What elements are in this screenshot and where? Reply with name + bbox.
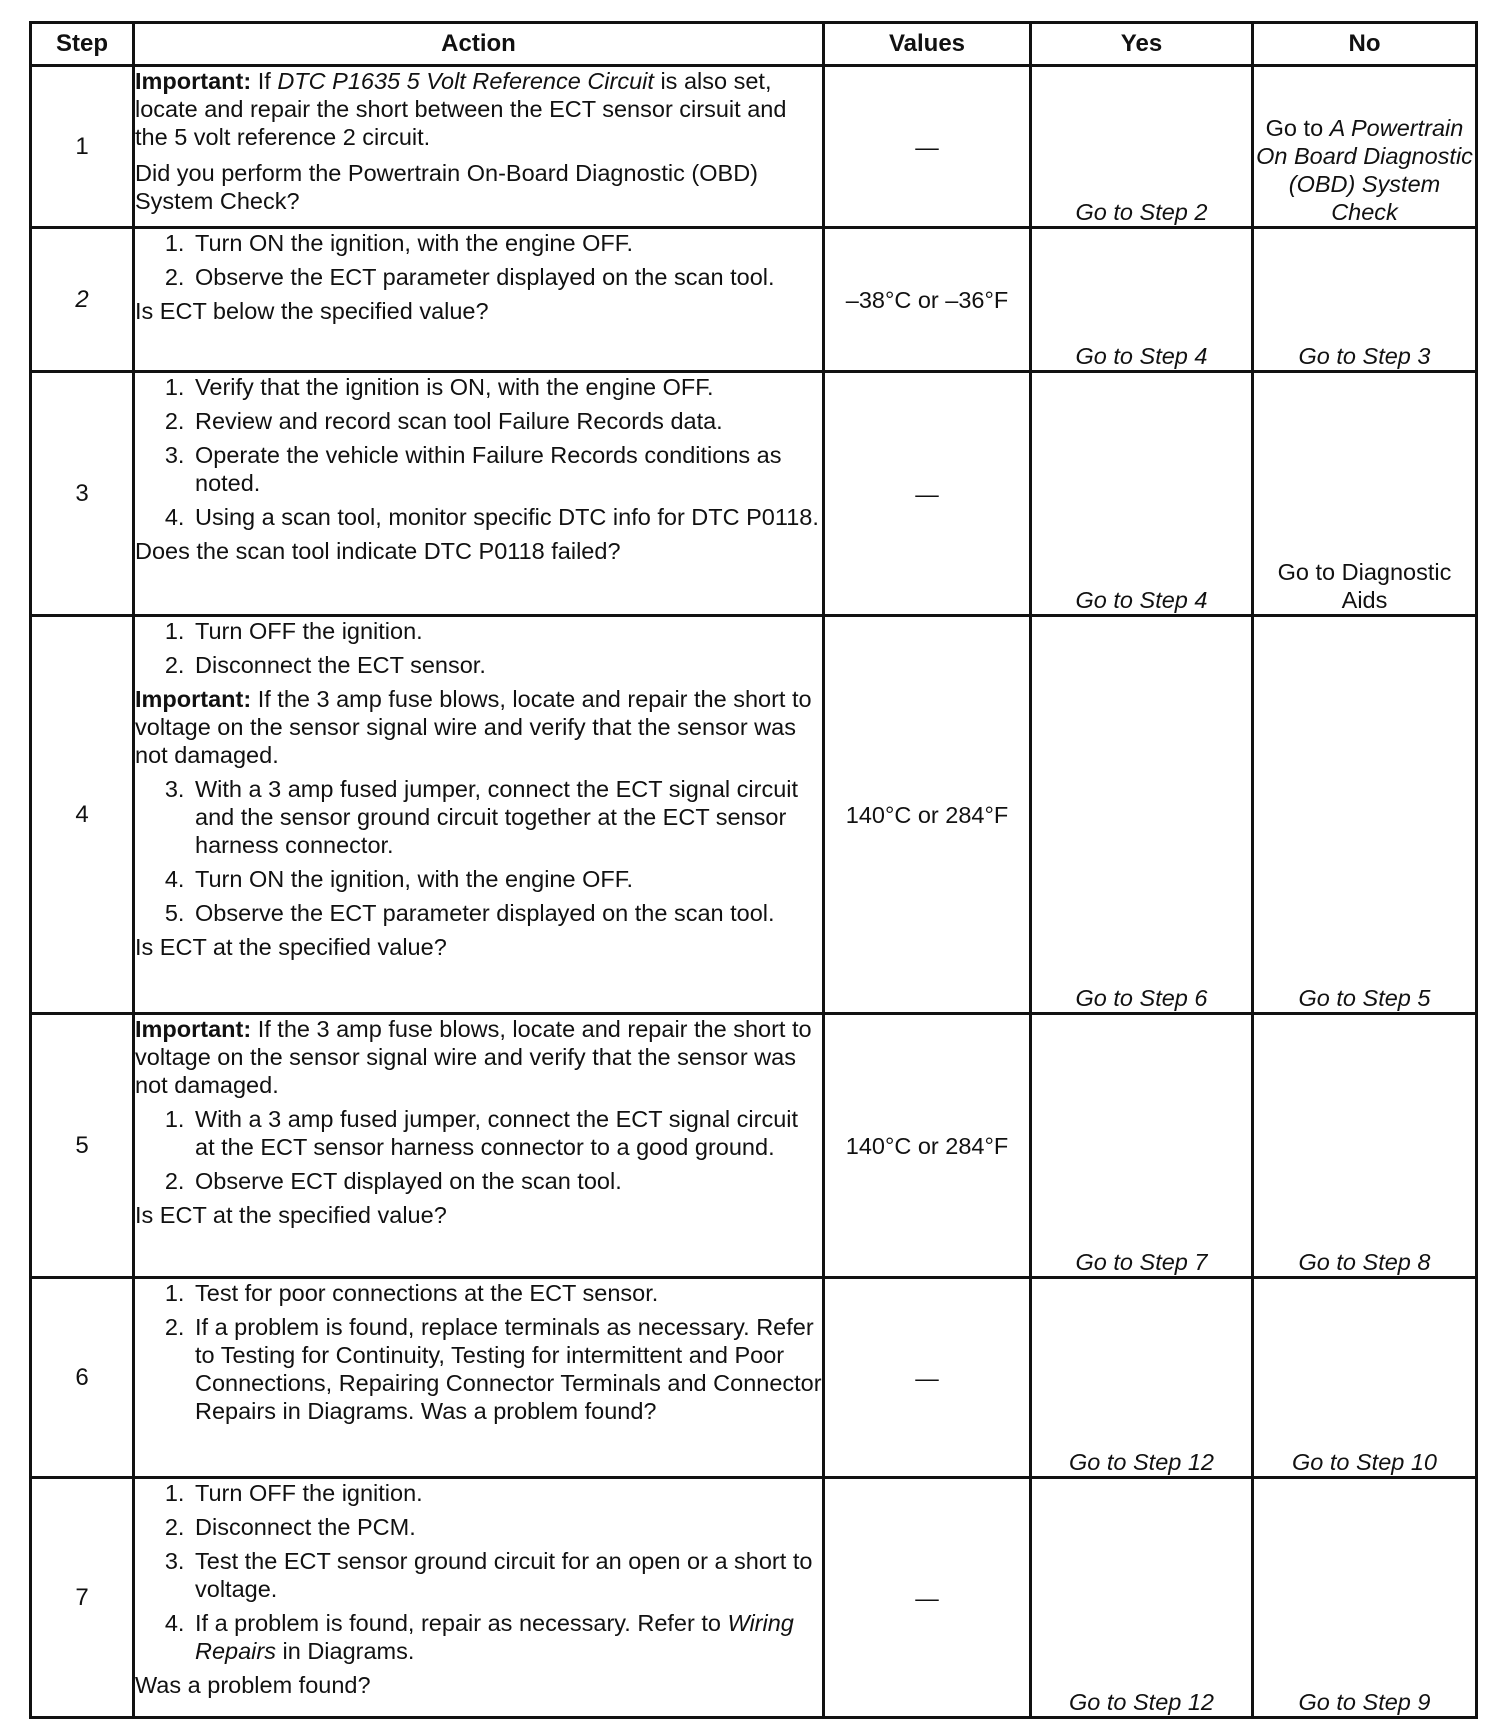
- step-number: 1: [31, 66, 134, 228]
- list-item: 3. Test the ECT sensor ground circuit for an open or a short to voltage.: [191, 1547, 822, 1603]
- action-list: [135, 1105, 822, 1195]
- important-label: Important:: [135, 686, 252, 712]
- yes-cell: Go to Step 4: [1031, 372, 1253, 616]
- header-row: [31, 23, 1477, 66]
- yes-cell: Go to Step 4: [1031, 228, 1253, 372]
- action-list: [135, 229, 822, 291]
- table-row: [31, 228, 1477, 372]
- list-item: 1. Turn ON the ignition, with the engine OFF.: [191, 229, 822, 257]
- table-row: [31, 616, 1477, 1014]
- list-item: 2. Observe ECT displayed on the scan tool.: [191, 1167, 822, 1195]
- important-note: Important: If the 3 amp fuse blows, locate and repair the short to voltage on the sensor signal wire and verify that the sensor was not damaged.: [135, 1016, 812, 1098]
- action-cell: [134, 228, 824, 372]
- question: Is ECT below the specified value?: [135, 298, 489, 324]
- list-item: 2. Disconnect the PCM.: [191, 1513, 822, 1541]
- yes-cell: Go to Step 6: [1031, 616, 1253, 1014]
- yes-cell: Go to Step 12: [1031, 1278, 1253, 1478]
- header-values: Values: [824, 23, 1031, 66]
- action-cell: [134, 1014, 824, 1278]
- table-row: [31, 66, 1477, 228]
- action-cell: [134, 66, 824, 228]
- action-list: [135, 373, 822, 531]
- header-no: No: [1253, 23, 1477, 66]
- list-item: 2. If a problem is found, replace terminals as necessary. Refer to Testing for Continuity, Testing for intermittent and Poor Connections, Repairing Connector Terminals and Connector Repairs in Diagrams. Was a problem found?: [191, 1313, 822, 1425]
- no-cell: Go to A Powertrain On Board Diagnostic (OBD) System Check: [1253, 66, 1477, 228]
- list-item: 2. Observe the ECT parameter displayed on the scan tool.: [191, 263, 822, 291]
- list-item: 1. Turn OFF the ignition.: [191, 1479, 822, 1507]
- question: Was a problem found?: [135, 1672, 371, 1698]
- important-label: Important:: [135, 1016, 252, 1042]
- important-label: Important:: [135, 68, 252, 94]
- header-action: Action: [134, 23, 824, 66]
- list-item: 2. Review and record scan tool Failure Records data.: [191, 407, 822, 435]
- action-list: [135, 1479, 822, 1665]
- yes-cell: Go to Step 12: [1031, 1478, 1253, 1718]
- list-item: 5. Observe the ECT parameter displayed on the scan tool.: [191, 899, 822, 927]
- table-row: [31, 372, 1477, 616]
- list-item: 4. Using a scan tool, monitor specific DTC info for DTC P0118.: [191, 503, 822, 531]
- no-cell: Go to Step 9: [1253, 1478, 1477, 1718]
- important-note: Important: If DTC P1635 5 Volt Reference Circuit is also set, locate and repair the short between the ECT sensor cirsuit and the 5 volt reference 2 circuit.: [135, 68, 787, 150]
- list-item: 1. Verify that the ignition is ON, with the engine OFF.: [191, 373, 822, 401]
- action-list: [135, 1279, 822, 1425]
- header-step: Step: [31, 23, 134, 66]
- action-cell: [134, 372, 824, 616]
- step-number: 5: [31, 1014, 134, 1278]
- list-item: 1. Test for poor connections at the ECT sensor.: [191, 1279, 822, 1307]
- value-cell: —: [824, 1278, 1031, 1478]
- step-number: 2: [31, 228, 134, 372]
- question: Is ECT at the specified value?: [135, 1202, 447, 1228]
- no-cell: Go to Step 3: [1253, 228, 1477, 372]
- value-cell: —: [824, 1478, 1031, 1718]
- no-cell: Go to Step 5: [1253, 616, 1477, 1014]
- action-cell: [134, 1278, 824, 1478]
- yes-cell: Go to Step 7: [1031, 1014, 1253, 1278]
- action-list: [135, 617, 822, 679]
- value-cell: 140°C or 284°F: [824, 616, 1031, 1014]
- step-number: 6: [31, 1278, 134, 1478]
- table-row: [31, 1478, 1477, 1718]
- step-number: 4: [31, 616, 134, 1014]
- value-cell: —: [824, 66, 1031, 228]
- diagnostic-table: [29, 21, 1478, 1719]
- value-cell: –38°C or –36°F: [824, 228, 1031, 372]
- question: Did you perform the Powertrain On-Board Diagnostic (OBD) System Check?: [135, 160, 758, 214]
- list-item: 4. If a problem is found, repair as necessary. Refer to Wiring Repairs in Diagrams.: [191, 1609, 822, 1665]
- value-cell: —: [824, 372, 1031, 616]
- question: Is ECT at the specified value?: [135, 934, 447, 960]
- list-item: 3. Operate the vehicle within Failure Records conditions as noted.: [191, 441, 822, 497]
- yes-cell: Go to Step 2: [1031, 66, 1253, 228]
- list-item: 1. With a 3 amp fused jumper, connect the ECT signal circuit at the ECT sensor harness connector to a good ground.: [191, 1105, 822, 1161]
- step-number: 3: [31, 372, 134, 616]
- action-list: [135, 775, 822, 927]
- list-item: 3. With a 3 amp fused jumper, connect the ECT signal circuit and the sensor ground circuit together at the ECT sensor harness connector.: [191, 775, 822, 859]
- no-cell: Go to Step 8: [1253, 1014, 1477, 1278]
- list-item: 1. Turn OFF the ignition.: [191, 617, 822, 645]
- list-item: 4. Turn ON the ignition, with the engine OFF.: [191, 865, 822, 893]
- value-cell: 140°C or 284°F: [824, 1014, 1031, 1278]
- header-yes: Yes: [1031, 23, 1253, 66]
- step-number: 7: [31, 1478, 134, 1718]
- question: Does the scan tool indicate DTC P0118 failed?: [135, 538, 621, 564]
- table-row: [31, 1278, 1477, 1478]
- table-row: [31, 1014, 1477, 1278]
- no-cell: Go to Diagnostic Aids: [1253, 372, 1477, 616]
- important-note: Important: If the 3 amp fuse blows, locate and repair the short to voltage on the sensor signal wire and verify that the sensor was not damaged.: [135, 686, 812, 768]
- list-item: 2. Disconnect the ECT sensor.: [191, 651, 822, 679]
- action-cell: [134, 1478, 824, 1718]
- no-cell: Go to Step 10: [1253, 1278, 1477, 1478]
- action-cell: [134, 616, 824, 1014]
